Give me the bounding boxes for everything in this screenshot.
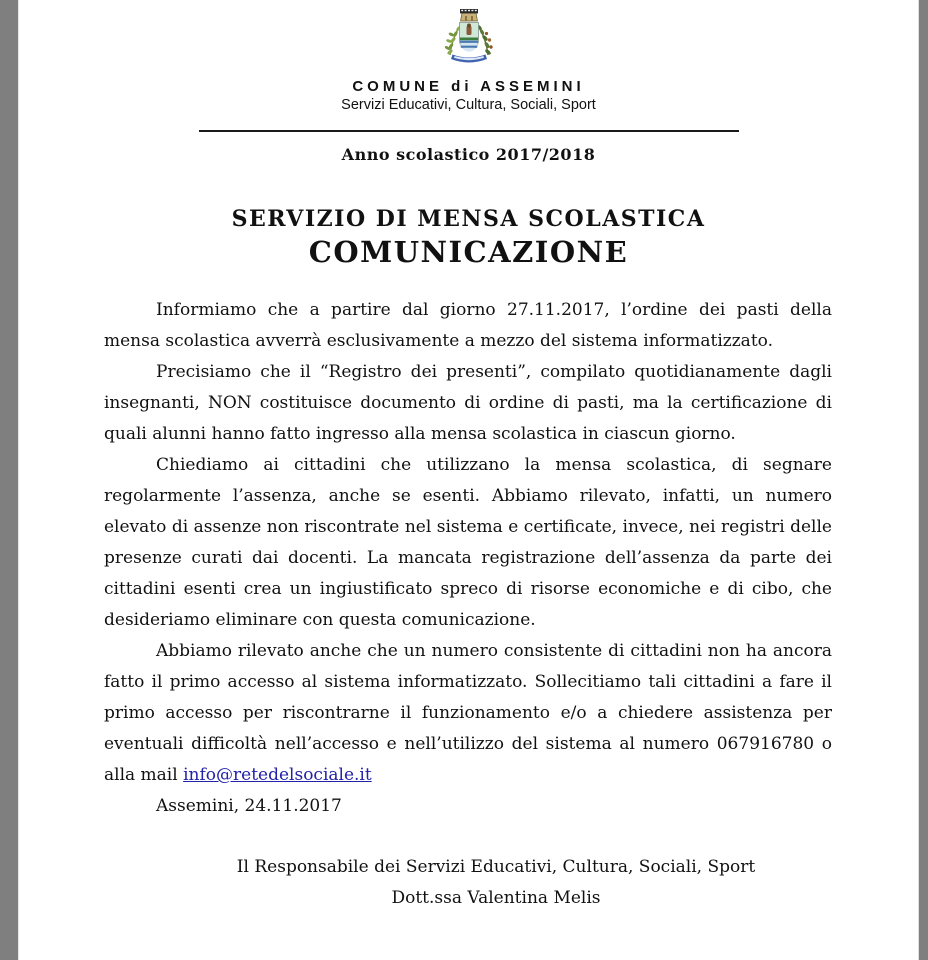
page-left-border [0, 0, 18, 960]
paragraph-1: Informiamo che a partire dal giorno 27.11.2017, l’ordine dei pasti della mensa scolastica avverrà esclusivamente a mezzo del sistema informatizzato. [104, 300, 832, 351]
paragraph-3: Chiediamo ai cittadini che utilizzano la mensa scolastica, di segnare regolarmente l’assenza, anche se esenti. Abbiamo rilevato, infatti, un numero elevato di assenze non riscontrate nel sistema e certificate, invece, nei registri delle presenze curati dai docenti. La mancata registrazione dell’assenza da parte dei cittadini esenti crea un ingiustificato spreco di risorse economiche e di cibo, che desideriamo eliminare con questa comunicazione. [104, 455, 832, 630]
document-title-line1: SERVIZIO DI MENSA SCOLASTICA [231, 206, 706, 232]
municipality-name: COMUNE di ASSEMINI [352, 78, 585, 95]
header-divider [199, 130, 739, 132]
department-name: Servizi Educativi, Cultura, Sociali, Sport [341, 97, 596, 113]
email-link[interactable]: info@retedelsociale.it [183, 765, 372, 785]
signature-role: Il Responsabile dei Servizi Educativi, Cultura, Sociali, Sport [236, 857, 756, 877]
document-title-line2: COMUNICAZIONE [308, 235, 629, 269]
dateline: Assemini, 24.11.2017 [156, 796, 342, 816]
document-sheet [18, 0, 919, 960]
paragraph-2: Precisiamo che il “Registro dei presenti”, compilato quotidianamente dagli insegnanti, NON costituisce documento di ordine di pasti, ma la certificazione di quali alunni hanno fatto ingresso alla mensa scolastica in ciascun giorno. [104, 362, 832, 444]
assemini-coat-of-arms-icon [438, 8, 500, 66]
signature-block [19, 852, 918, 914]
paragraph-4 [104, 636, 832, 791]
paragraph-4-text: Abbiamo rilevato anche che un numero consistente di cittadini non ha ancora fatto il primo accesso al sistema informatizzato. Sollecitiamo tali cittadini a fare il primo accesso per riscontrarne il funzionamento e/o a chiedere assistenza per eventuali difficoltà nell’accesso e nell’utilizzo del sistema al numero 067916780 o alla mail [104, 641, 832, 785]
document-body [104, 295, 832, 822]
document-header [19, 0, 918, 164]
signature-name: Dott.ssa Valentina Melis [391, 888, 601, 908]
page-right-border [919, 0, 928, 960]
school-year: Anno scolastico 2017/2018 [341, 145, 596, 164]
